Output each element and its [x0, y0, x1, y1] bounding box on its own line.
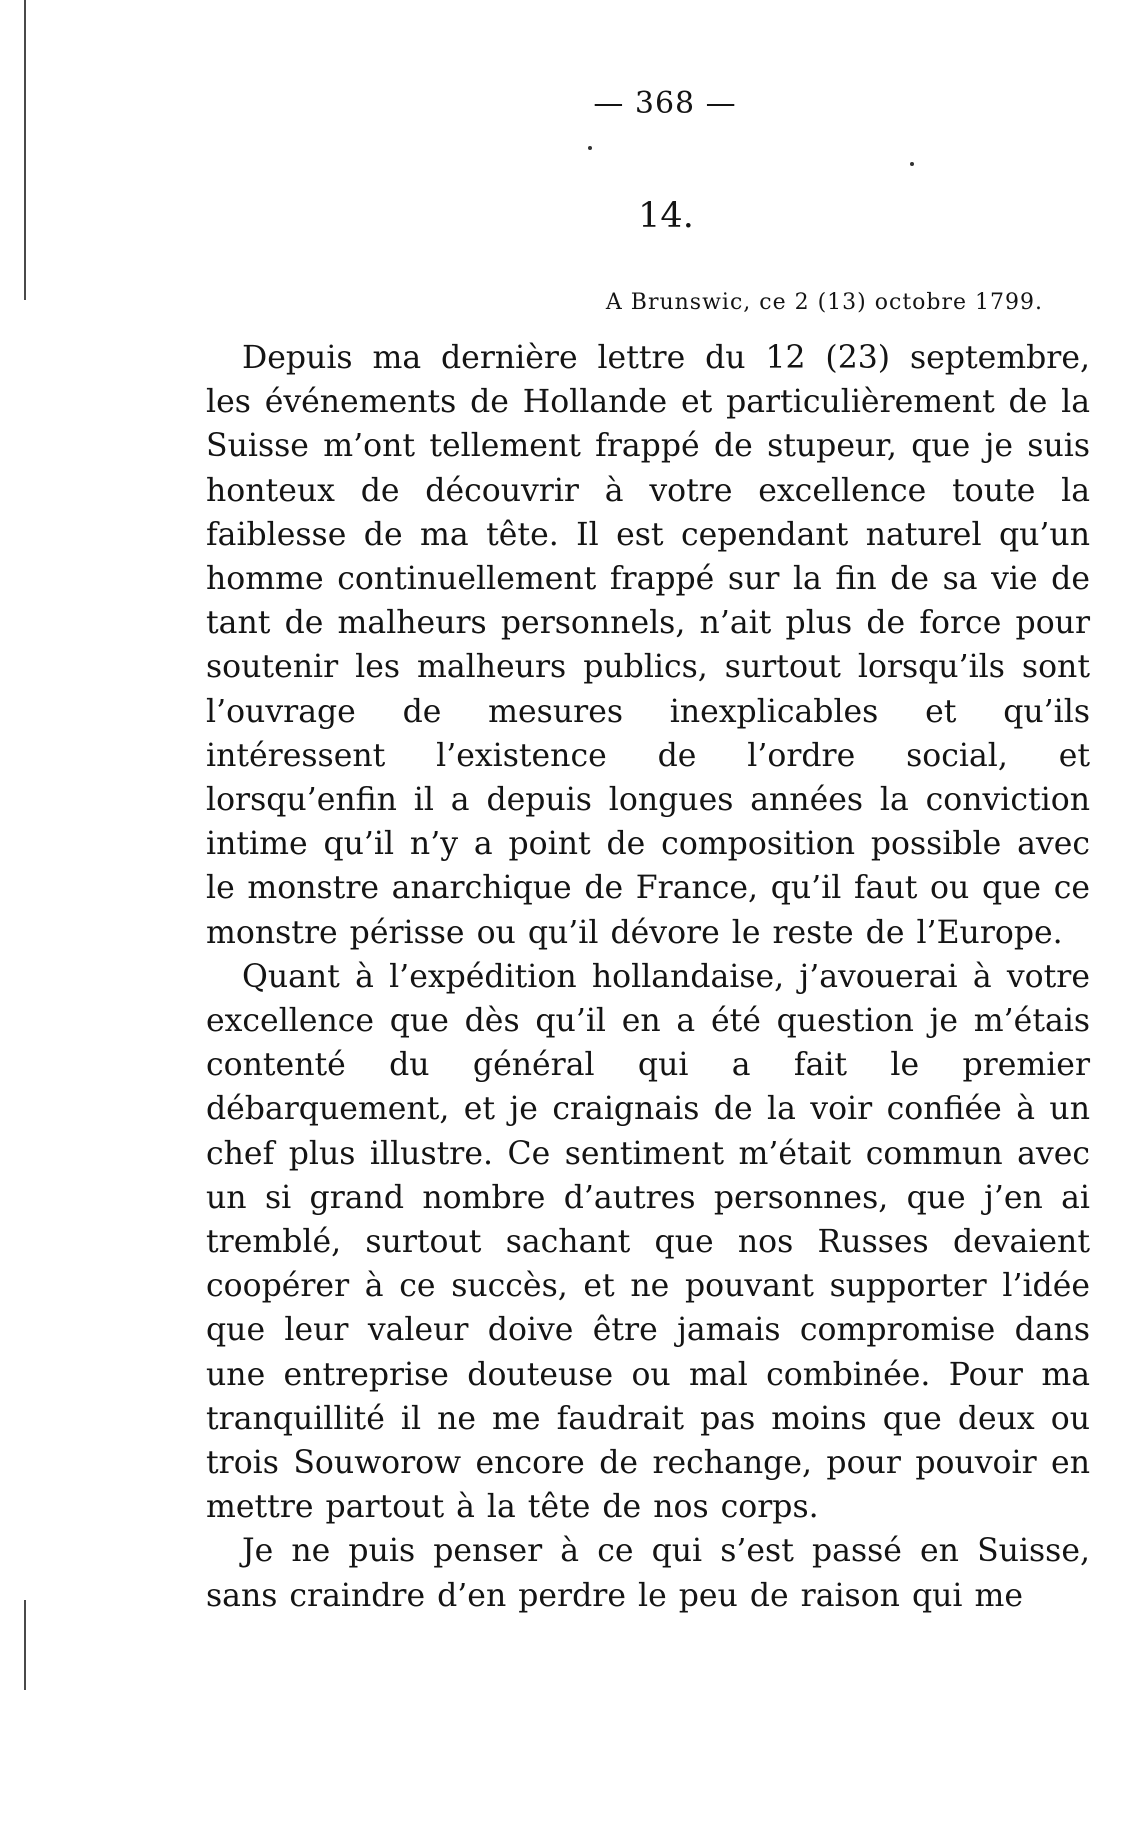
ink-speck — [588, 146, 592, 150]
dateline: A Brunswic, ce 2 (13) octobre 1799. — [605, 290, 1043, 315]
paragraph: Je ne puis penser à ce qui s’est passé en Suisse, sans craindre d’en perdre le peu de raison qui me — [206, 1533, 1090, 1614]
paragraph: Quant à l’expédition hollandaise, j’avouerai à votre excellence que dès qu’il en a été question je m’étais contenté du général qui a fait le premier débarquement, et je craignais de la voir confiée à un chef plus illustre. Ce sentiment m’était commun avec un si grand nombre d’autres personnes, que j’en ai tremblé, surtout sachant que nos Russes devaient coopérer à ce succès, et ne pouvant supporter l’idée que leur valeur doive être jamais compromise dans une entreprise douteuse ou mal combinée. Pour ma tranquillité il ne me faudrait pas moins que deux ou trois Souworow encore de rechange, pour pouvoir en mettre partout à la tête de nos corps. — [206, 958, 1090, 1526]
margin-rule — [24, 0, 26, 300]
letter-body — [206, 336, 1090, 1618]
letter-number: 14. — [638, 196, 694, 236]
page-number: — 368 — — [593, 86, 737, 121]
margin-rule — [24, 1600, 26, 1690]
paragraph: Depuis ma dernière lettre du 12 (23) septembre, les événements de Hollande et particulièrement de la Suisse m’ont tellement frappé de stupeur, que je suis honteux de découvrir à votre excellence toute la faiblesse de ma tête. Il est cependant naturel qu’un homme continuellement frappé sur la fin de sa vie de tant de malheurs personnels, n’ait plus de force pour soutenir les malheurs publics, surtout lorsqu’ils sont l’ouvrage de mesures inexplicables et qu’ils intéressent l’existence de l’ordre social, et lorsqu’enfin il a depuis longues années la conviction intime qu’il n’y a point de composition possible avec le monstre anarchique de France, qu’il faut ou que ce monstre périsse ou qu’il dévore le reste de l’Europe. — [206, 340, 1090, 951]
ink-speck — [910, 162, 914, 166]
